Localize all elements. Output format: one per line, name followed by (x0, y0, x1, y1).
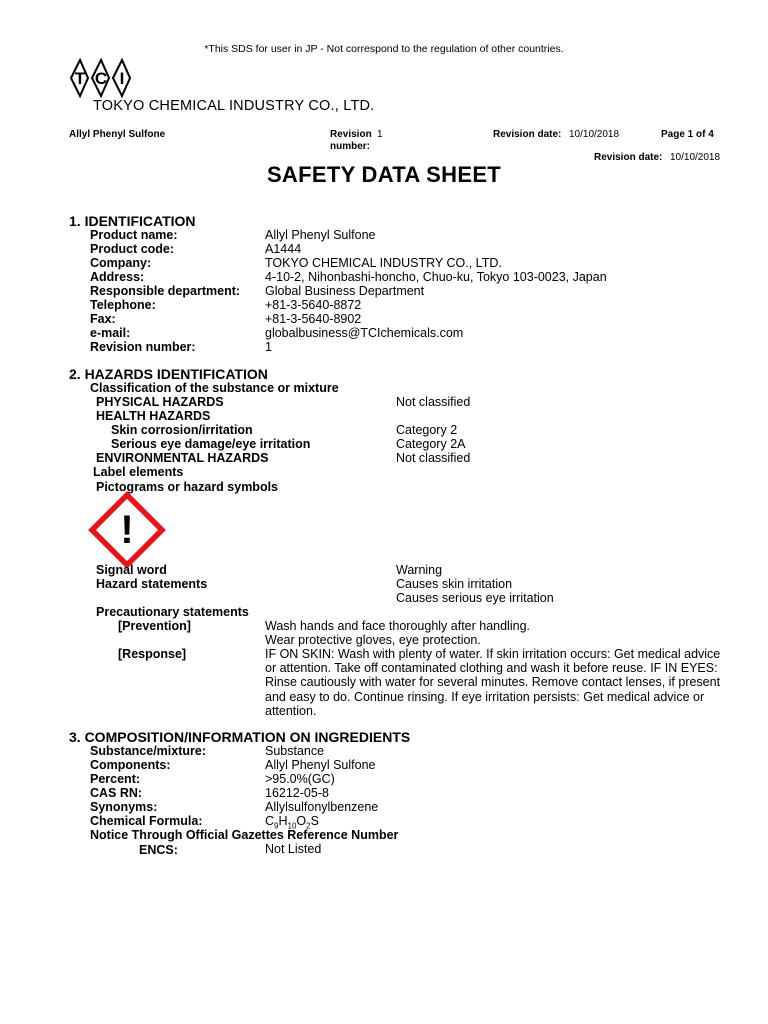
chemical-formula-label: Chemical Formula: (90, 814, 203, 828)
label-elements-heading: Label elements (93, 465, 184, 479)
company-value: TOKYO CHEMICAL INDUSTRY CO., LTD. (265, 256, 502, 270)
pictograms-label: Pictograms or hazard symbols (96, 480, 279, 494)
logo-letter-i: I (119, 69, 125, 88)
classification-heading: Classification of the substance or mixture (90, 381, 339, 395)
address-label: Address: (90, 270, 145, 284)
signal-word-label: Signal word (96, 563, 167, 577)
response-label: [Response] (118, 647, 187, 661)
revision-date: 10/10/2018 (569, 129, 620, 140)
cas-rn-label: CAS RN: (90, 786, 143, 800)
percent-value: >95.0%(GC) (265, 772, 335, 786)
jurisdiction-notice: *This SDS for user in JP - Not correspond to the regulation of other countries. (204, 43, 564, 55)
hazard-statement-1: Causes skin irritation (396, 577, 513, 591)
environmental-hazards-value: Not classified (396, 451, 471, 465)
product-code-value: A1444 (265, 242, 302, 256)
telephone-label: Telephone: (90, 298, 156, 312)
revision-label: Revision (330, 129, 372, 140)
gazette-notice-label: Notice Through Official Gazettes Reference Number (90, 828, 399, 842)
signal-word-value: Warning (396, 563, 443, 577)
header-product-name: Allyl Phenyl Sulfone (69, 129, 166, 140)
skin-irritation-value: Category 2 (396, 423, 458, 437)
revision-number-value: 1 (265, 340, 272, 354)
revision-label-cont: number: (330, 141, 370, 152)
health-hazards-label: HEALTH HAZARDS (96, 409, 211, 423)
exclamation-mark-ghs-icon (88, 491, 166, 574)
encs-label: ENCS: (139, 843, 178, 857)
section-hazards-heading: 2. HAZARDS IDENTIFICATION (69, 366, 268, 382)
telephone-value: +81-3-5640-8872 (265, 298, 362, 312)
eye-irritation-label: Serious eye damage/eye irritation (111, 437, 311, 451)
product-name-label: Product name: (90, 228, 178, 242)
ghs-exclamation-mark: ! (120, 508, 134, 552)
company-name: TOKYO CHEMICAL INDUSTRY CO., LTD. (93, 98, 375, 114)
components-label: Components: (90, 758, 171, 772)
fax-value: +81-3-5640-8902 (265, 312, 362, 326)
hazard-statements-label: Hazard statements (96, 577, 208, 591)
revision-number-label: Revision number: (90, 340, 196, 354)
substance-mixture-label: Substance/mixture: (90, 744, 207, 758)
eye-irritation-value: Category 2A (396, 437, 466, 451)
prevention-label: [Prevention] (118, 619, 191, 633)
department-label: Responsible department: (90, 284, 241, 298)
section-composition-heading: 3. COMPOSITION/INFORMATION ON INGREDIENTS (69, 729, 411, 745)
product-name-value: Allyl Phenyl Sulfone (265, 228, 376, 242)
revision-date-label-2: Revision date: (594, 152, 663, 163)
logo-letter-c: C (94, 69, 108, 88)
logo-letter-t: T (74, 69, 86, 88)
page-number: Page 1 of 4 (661, 129, 714, 140)
substance-mixture-value: Substance (265, 744, 325, 758)
response-statement: IF ON SKIN: Wash with plenty of water. If skin irritation occurs: Get medical advice or attention. Take off contaminated clothing and wash it before reuse. IF IN EYES: Rinse cautiously with water for several minutes. Remove contact lenses, if present and easy to do. Continue rinsing. If eye irritation persists: Get medical advice or attention. (265, 647, 721, 718)
synonyms-label: Synonyms: (90, 800, 158, 814)
revision-date-2: 10/10/2018 (670, 152, 721, 163)
encs-value: Not Listed (265, 842, 322, 856)
components-value: Allyl Phenyl Sulfone (265, 758, 376, 772)
fax-label: Fax: (90, 312, 116, 326)
department-value: Global Business Department (265, 284, 425, 298)
physical-hazards-label: PHYSICAL HAZARDS (96, 395, 224, 409)
revision-number: 1 (377, 129, 383, 140)
physical-hazards-value: Not classified (396, 395, 471, 409)
revision-date-label: Revision date: (493, 129, 562, 140)
prevention-statement-1: Wash hands and face thoroughly after handling. (265, 619, 530, 633)
prevention-statement-2: Wear protective gloves, eye protection. (265, 633, 481, 647)
email-value: globalbusiness@TCIchemicals.com (265, 326, 464, 340)
synonyms-value: Allylsulfonylbenzene (265, 800, 379, 814)
precautionary-statements-label: Precautionary statements (96, 605, 249, 619)
skin-irritation-label: Skin corrosion/irritation (111, 423, 253, 437)
company-label: Company: (90, 256, 152, 270)
percent-label: Percent: (90, 772, 141, 786)
product-code-label: Product code: (90, 242, 175, 256)
cas-rn-value: 16212-05-8 (265, 786, 329, 800)
chemical-formula-value: $C_9H_{10}O_2S$ (265, 814, 319, 831)
document-title: SAFETY DATA SHEET (266, 162, 502, 187)
address-value: 4-10-2, Nihonbashi-honcho, Chuo-ku, Tokyo 103-0023, Japan (265, 270, 607, 284)
email-label: e-mail: (90, 326, 131, 340)
hazard-statement-2: Causes serious eye irritation (396, 591, 554, 605)
environmental-hazards-label: ENVIRONMENTAL HAZARDS (96, 451, 269, 465)
section-identification-heading: 1. IDENTIFICATION (69, 213, 196, 229)
